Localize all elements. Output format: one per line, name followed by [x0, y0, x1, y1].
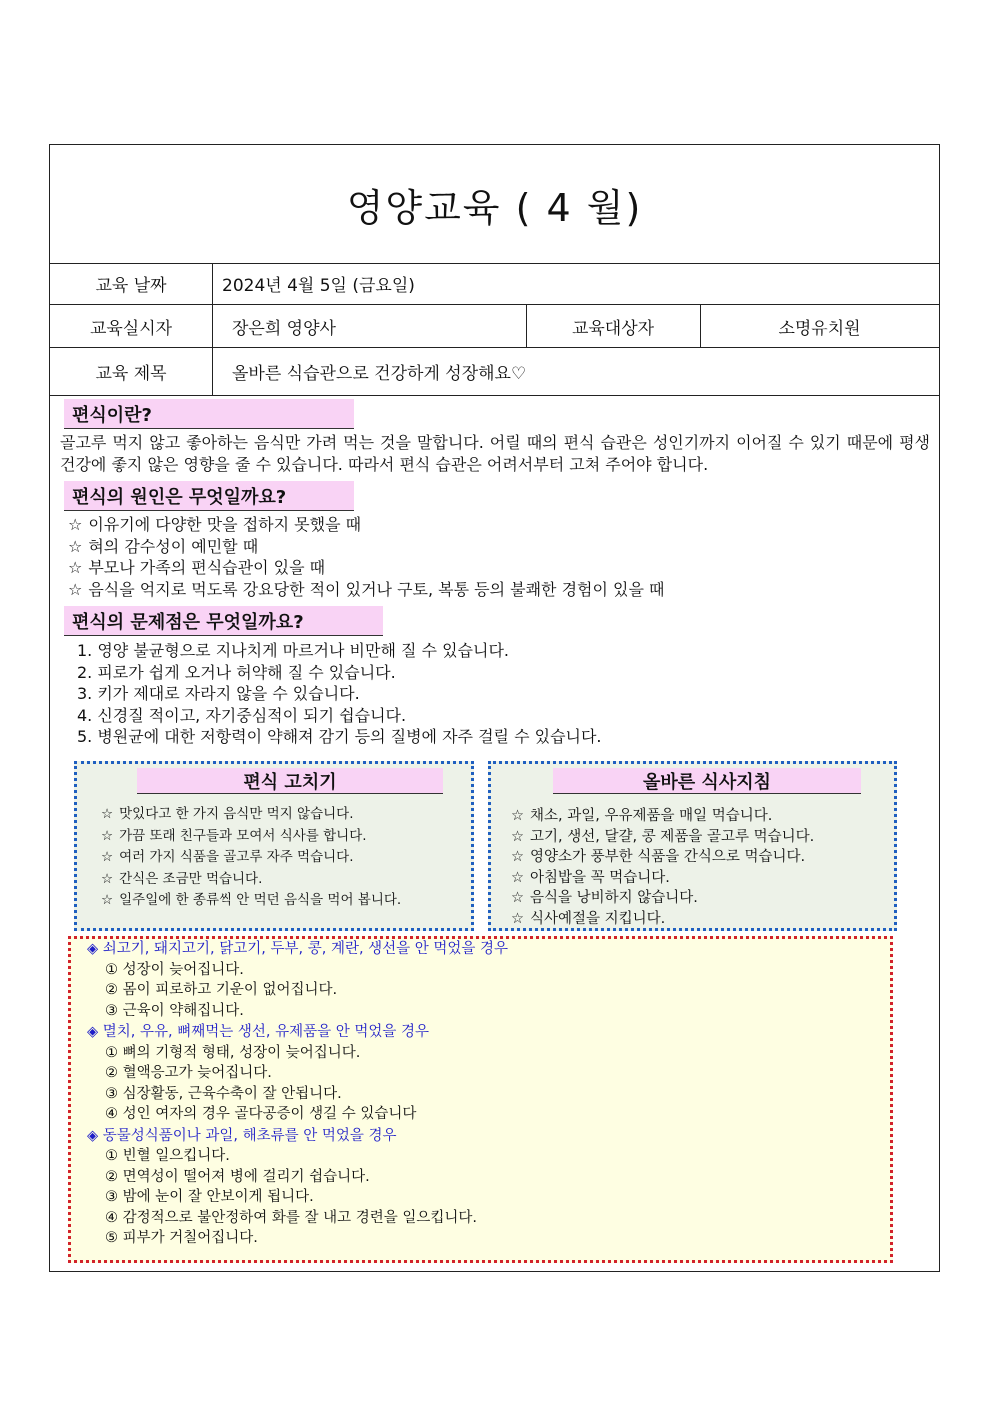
- star-icon: ☆: [68, 515, 83, 534]
- list-item: ② 혈액응고가 늦어집니다.: [105, 1065, 272, 1081]
- star-icon: ☆: [101, 870, 114, 887]
- star-icon: ☆: [68, 579, 83, 599]
- list-item: ☆ 맛있다고 한 가지 음식만 먹지 않습니다.: [101, 806, 354, 822]
- guide-list: [511, 806, 814, 929]
- page-title: 영양교육 ( 4 월): [346, 185, 643, 230]
- star-icon: ☆: [68, 536, 83, 556]
- document-frame: [49, 144, 940, 1272]
- list-item: 5. 병원균에 대한 저항력이 약해져 감기 등의 질병에 자주 걸릴 수 있습니다.: [77, 727, 602, 746]
- box-title: 편식 고치기: [137, 768, 443, 794]
- star-icon: ☆: [511, 869, 524, 886]
- star-icon: ☆: [101, 892, 114, 908]
- section-heading-definition: 편식이란?: [64, 399, 354, 429]
- list-item: ☆ 이유기에 다양한 맛을 접하지 못했을 때: [68, 515, 362, 534]
- list-item: ☆ 영양소가 풍부한 식품을 간식으로 먹습니다.: [511, 849, 806, 865]
- nutrient-effects-box: [68, 936, 893, 1263]
- target-value: 소명유치원: [778, 318, 861, 339]
- effects-list: [87, 939, 508, 1249]
- star-icon: ☆: [511, 828, 524, 845]
- instructor-row: [50, 305, 939, 348]
- star-icon: ☆: [511, 910, 524, 927]
- effects-group-heading: ◈ 쇠고기, 돼지고기, 닭고기, 두부, 콩, 계란, 생선을 안 먹었을 경우: [87, 941, 509, 957]
- fix-list: [101, 804, 401, 912]
- list-item: ② 면역성이 떨어져 병에 걸리기 쉽습니다.: [105, 1168, 370, 1185]
- list-item: ☆ 일주일에 한 종류씩 안 먹던 음식을 먹어 봅니다.: [101, 892, 402, 908]
- list-item: ☆ 음식을 억지로 먹도록 강요당한 적이 있거나 구토, 복통 등의 불쾌한 경험이 있을 때: [68, 579, 665, 599]
- section-heading-problems: 편식의 문제점은 무엇일까요?: [64, 606, 383, 636]
- title-row: [50, 145, 939, 264]
- list-item: ☆ 식사예절을 지킵니다.: [511, 910, 666, 927]
- dietary-guidelines-box: [488, 761, 897, 931]
- list-item: 2. 피로가 쉽게 오거나 허약해 질 수 있습니다.: [77, 662, 396, 682]
- instructor-value: 장은희 영양사: [232, 318, 336, 339]
- list-item: ☆ 간식은 조금만 먹습니다.: [101, 870, 263, 887]
- list-item: ④ 성인 여자의 경우 골다공증이 생길 수 있습니다: [105, 1106, 417, 1122]
- list-item: ① 빈혈 일으킵니다.: [105, 1148, 230, 1164]
- problems-list: [77, 640, 602, 748]
- list-item: ① 성장이 늦어집니다.: [105, 961, 244, 978]
- list-item: ① 뼈의 기형적 형태, 성장이 늦어집니다.: [105, 1044, 361, 1061]
- list-item: ③ 근육이 약해집니다.: [105, 1002, 244, 1019]
- star-icon: ☆: [511, 890, 524, 906]
- list-item: ☆ 부모나 가족의 편식습관이 있을 때: [68, 558, 326, 577]
- list-item: ③ 밤에 눈이 잘 안보이게 됩니다.: [105, 1189, 314, 1205]
- list-item: ③ 심장활동, 근육수축이 잘 안됩니다.: [105, 1085, 342, 1102]
- list-item: 3. 키가 제대로 자라지 않을 수 있습니다.: [77, 684, 360, 703]
- list-item: ☆ 고기, 생선, 달걀, 콩 제품을 골고루 먹습니다.: [511, 828, 815, 845]
- effects-group-heading: ◈ 멸치, 우유, 뼈째먹는 생선, 유제품을 안 먹었을 경우: [87, 1024, 429, 1040]
- list-item: ☆ 음식을 낭비하지 않습니다.: [511, 890, 698, 906]
- list-item: ☆ 채소, 과일, 우유제품을 매일 먹습니다.: [511, 808, 773, 824]
- date-row: [50, 263, 939, 305]
- list-item: ☆ 여러 가지 식품을 골고루 자주 먹습니다.: [101, 849, 354, 865]
- list-item: ④ 감정적으로 불안정하여 화를 잘 내고 경련을 일으킵니다.: [105, 1209, 478, 1226]
- list-item: 4. 신경질 적이고, 자기중심적이 되기 쉽습니다.: [77, 705, 407, 725]
- box-title: 올바른 식사지침: [553, 768, 861, 794]
- list-item: ☆ 혀의 감수성이 예민할 때: [68, 536, 259, 556]
- causes-list: [68, 514, 665, 600]
- effects-group-heading: ◈ 동물성식품이나 과일, 해초류를 안 먹었을 경우: [87, 1127, 397, 1144]
- star-icon: ☆: [101, 827, 114, 844]
- list-item: ⑤ 피부가 거칠어집니다.: [105, 1230, 258, 1246]
- subject-label: 교육 제목: [95, 364, 167, 384]
- date-label: 교육 날짜: [95, 276, 167, 296]
- subject-value: 올바른 식습관으로 건강하게 성장해요♡: [232, 364, 527, 384]
- section-heading-causes: 편식의 원인은 무엇일까요?: [64, 481, 354, 511]
- date-value: 2024년 4월 5일 (금요일): [222, 276, 415, 296]
- list-item: ☆ 아침밥을 꼭 먹습니다.: [511, 869, 670, 886]
- target-label: 교육대상자: [571, 318, 655, 339]
- fix-picky-eating-box: [74, 761, 474, 931]
- star-icon: ☆: [101, 806, 114, 822]
- list-item: 1. 영양 불균형으로 지나치게 마르거나 비만해 질 수 있습니다.: [77, 641, 509, 660]
- list-item: ② 몸이 피로하고 기운이 없어집니다.: [105, 982, 338, 998]
- star-icon: ☆: [68, 558, 83, 577]
- star-icon: ☆: [101, 849, 114, 865]
- list-item: ☆ 가끔 또래 친구들과 모여서 식사를 합니다.: [101, 827, 367, 844]
- instructor-label: 교육실시자: [89, 318, 173, 339]
- star-icon: ☆: [511, 808, 524, 824]
- definition-text: 골고루 먹지 않고 좋아하는 음식만 가려 먹는 것을 말합니다. 어릴 때의 편식 습관은 성인기까지 이어질 수 있기 때문에 평생 건강에 좋지 않은 영향을 줄 수 있습니다. 따라서 편식 습관은 어려서부터 고쳐 주어야 합니다.: [60, 433, 930, 474]
- star-icon: ☆: [511, 849, 524, 865]
- subject-row: [50, 348, 939, 396]
